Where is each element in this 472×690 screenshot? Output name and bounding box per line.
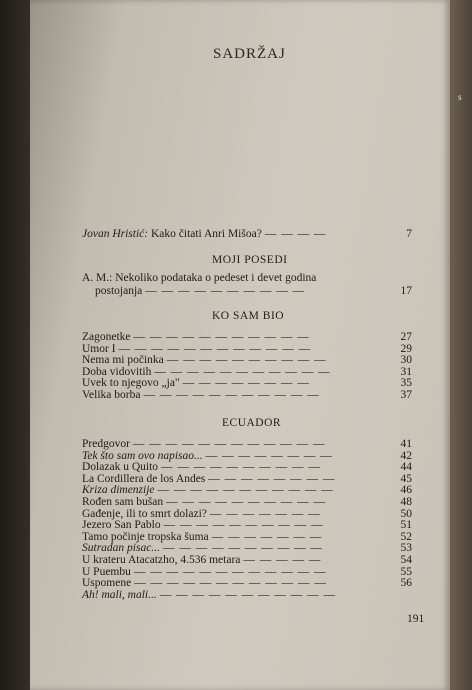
page-ref: 54: [400, 554, 412, 566]
page-ref: 53: [400, 542, 412, 555]
page-ref: 52: [400, 530, 412, 543]
entry-title: U Puembu: [82, 565, 131, 578]
page-ref: 29: [400, 342, 412, 355]
page-ref: 48: [400, 496, 412, 508]
section-heading-ecuador: ECUADOR: [222, 417, 282, 429]
entry-title: Sutradan pisac...: [82, 542, 160, 555]
leader-dashes: — — — —: [264, 228, 327, 240]
leader-dashes: — — — — — — — — — — —: [154, 365, 331, 378]
page-ref: 7: [406, 228, 412, 240]
page-number: 191: [407, 613, 425, 625]
entry-title: Umor I: [82, 342, 116, 355]
page-ref: 31: [400, 365, 412, 378]
entry-title: Nema mi počinka: [82, 354, 164, 367]
leader-dashes: — — — — — — — — — — — —: [133, 565, 327, 578]
leader-dashes: — — — — — — — —: [205, 449, 333, 462]
entry-title: Uvek to njegovo „ja": [82, 377, 180, 390]
entry-title: Jezero San Pablo: [82, 519, 161, 532]
leader-dashes: — — — — — — — — — — —: [157, 484, 334, 497]
leader-dashes: — — — — — — — — — —: [161, 461, 321, 474]
leader-dashes: — — — — —: [243, 554, 322, 566]
entry-title: Velika borba: [82, 389, 141, 401]
page-ref: 45: [400, 472, 412, 485]
entry-title: Dolazak u Quito: [82, 461, 159, 474]
leader-dashes: — — — — — — — — — —: [166, 496, 327, 508]
entry-title: Zagonetke: [82, 331, 131, 343]
entry-title: Tamo počinje tropska šuma: [82, 530, 209, 543]
leader-dashes: — — — — — — — — — — —: [159, 588, 336, 601]
page-ref: 41: [400, 438, 412, 450]
entry-title: Doba vidovitih: [82, 365, 152, 378]
page-ref: 55: [400, 565, 412, 578]
entry-title: Rođen sam bušan: [82, 496, 164, 508]
entry-title: Ah! mali, mali...: [82, 588, 157, 601]
leader-dashes: — — — — — — — —: [208, 472, 336, 485]
leader-dashes: — — — — — — — — — — — —: [134, 577, 327, 590]
entry-title: U krateru Atacatzho, 4.536 metara: [82, 554, 241, 566]
entry-title: Gađenje, ili to smrt dolazi?: [82, 507, 207, 520]
page-ref: 50: [400, 507, 412, 520]
intro-title: Kako čitati Anri Mišoa?: [150, 228, 262, 240]
page-ref: 51: [400, 519, 412, 532]
leader-dashes: — — — — — — — — — — — —: [132, 438, 326, 450]
leader-dashes: — — — — — — — — — — — —: [118, 342, 312, 355]
entry-title: La Cordillera de los Andes: [82, 472, 206, 485]
section-heading-moji-posedi: MOJI POSEDI: [212, 254, 288, 266]
entry-title: postojanja: [95, 285, 143, 297]
leader-dashes: — — — — — — — — — —: [145, 285, 306, 297]
toc-entry-intro: [82, 228, 412, 241]
leader-dashes: — — — — — — — — — —: [166, 354, 327, 367]
toc-entry-moji-line2: [95, 285, 412, 298]
leader-dashes: — — — — — — — — — — —: [133, 331, 310, 343]
leader-dashes: — — — — — — — — — —: [162, 542, 323, 555]
section-heading-ko-sam-bio: KO SAM BIO: [212, 310, 285, 322]
toc-entry-moji-line1: [82, 272, 412, 285]
page-ref: 56: [400, 577, 412, 590]
leader-dashes: — — — — — — —: [209, 507, 321, 520]
leader-dashes: — — — — — — — — — —: [163, 519, 324, 532]
entry-title: Uspomene: [82, 577, 132, 590]
page-ref: 27: [400, 331, 412, 343]
entry-title: A. M.: Nekoliko podataka o pedeset i devet godina: [82, 272, 317, 284]
toc-entry: [82, 389, 412, 402]
page-ref: 37: [400, 389, 412, 401]
leader-dashes: — — — — — — —: [211, 530, 323, 543]
page-ref: 44: [400, 461, 412, 474]
page-ref: 42: [400, 449, 412, 462]
entry-title: Kriza dimenzije: [82, 484, 155, 497]
leader-dashes: — — — — — — — — — — —: [143, 389, 320, 401]
page-ref: 30: [400, 354, 412, 367]
entry-title: Predgovor: [82, 438, 130, 450]
entry-title: Tek što sam ovo napisao...: [82, 449, 203, 462]
leader-dashes: — — — — — — — —: [182, 377, 310, 390]
toc-entry: [82, 589, 412, 602]
intro-author: Jovan Hristić:: [82, 228, 149, 240]
stray-mark: s: [458, 92, 462, 102]
page-ref: 46: [400, 484, 412, 497]
page-ref: 17: [400, 285, 412, 297]
page-title: SADRŽAJ: [213, 46, 286, 62]
page-ref: 35: [400, 377, 412, 390]
